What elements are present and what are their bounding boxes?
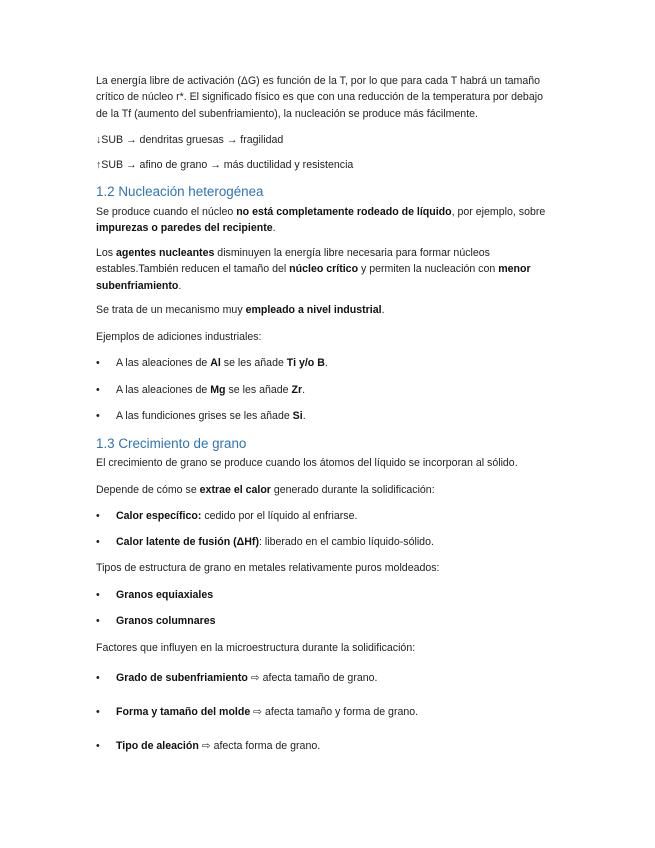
bullet-icon: • bbox=[96, 510, 100, 522]
text-run: . bbox=[178, 279, 182, 292]
text-run: . bbox=[272, 222, 276, 235]
text-run: generado durante la solidificación: bbox=[270, 484, 435, 496]
text-run: , por ejemplo, sobre bbox=[451, 206, 546, 218]
list-item bbox=[96, 382, 566, 398]
bold-run: agentes nucleantes bbox=[116, 247, 215, 259]
section12-paragraph-3 bbox=[96, 302, 566, 318]
intro-line-2: crítico de núcleo r*. El significado físico es que con una reducción de la temperatura por debajo bbox=[96, 91, 543, 104]
text-run: Se produce cuando el núcleo bbox=[96, 206, 237, 218]
text-run: estables.También reducen el tamaño del bbox=[96, 263, 290, 276]
sub-down-line: ↓SUB → dendritas gruesas → fragilidad bbox=[96, 134, 284, 146]
text-run: . bbox=[381, 304, 385, 316]
section12-paragraph-4: Ejemplos de adiciones industriales: bbox=[96, 331, 262, 343]
bold-run: Granos columnares bbox=[116, 615, 216, 627]
list-item bbox=[96, 613, 566, 629]
bullet-icon: • bbox=[96, 706, 100, 718]
bold-run: subenfriamiento bbox=[96, 279, 179, 292]
bold-run: núcleo crítico bbox=[289, 263, 359, 276]
bold-run: Ti y/o B bbox=[286, 357, 325, 369]
text-run: se les añade bbox=[225, 384, 292, 396]
bullet-icon: • bbox=[96, 357, 100, 369]
section13-paragraph-4: Factores que influyen en la microestructura durante la solidificación: bbox=[96, 642, 416, 654]
intro-line-3: de la Tf (aumento del subenfriamiento), la nucleación se produce más fácilmente. bbox=[96, 107, 478, 120]
list-item bbox=[96, 355, 566, 371]
list-item bbox=[96, 738, 566, 754]
bullet-icon: • bbox=[96, 410, 100, 422]
list-item bbox=[96, 670, 566, 686]
list-item bbox=[96, 587, 566, 603]
bullet-icon: • bbox=[96, 672, 100, 684]
list-item bbox=[96, 508, 566, 524]
bold-run: Calor específico: bbox=[116, 510, 202, 522]
bold-run: Forma y tamaño del molde bbox=[116, 706, 251, 718]
text-run: A las aleaciones de bbox=[116, 384, 211, 396]
intro-paragraph bbox=[96, 73, 566, 122]
bold-run: Granos equiaxiales bbox=[116, 589, 214, 601]
section13-paragraph-3: Tipos de estructura de grano en metales relativamente puros moldeados: bbox=[96, 562, 440, 574]
sub-up-line: ↑SUB → afino de grano → más ductilidad y resistencia bbox=[96, 159, 354, 171]
bold-run: extrae el calor bbox=[199, 484, 271, 496]
bold-run: Mg bbox=[210, 384, 226, 396]
bullet-icon: • bbox=[96, 384, 100, 396]
section13-paragraph-2 bbox=[96, 482, 566, 498]
intro-line-1: La energía libre de activación (ΔG) es función de la T, por lo que para cada T habrá un tamaño bbox=[96, 75, 541, 87]
bullet-icon: • bbox=[96, 536, 100, 548]
text-run: A las fundiciones grises se les añade bbox=[116, 410, 293, 422]
text-run: Depende de cómo se bbox=[96, 484, 200, 496]
list-item bbox=[96, 704, 566, 720]
bold-run: empleado a nivel industrial bbox=[245, 304, 382, 316]
bullet-icon: • bbox=[96, 740, 100, 752]
section13-paragraph-1: El crecimiento de grano se produce cuando los átomos del líquido se incorporan al sólido. bbox=[96, 457, 518, 469]
text-run: . bbox=[302, 384, 306, 396]
section-heading-crecimiento-de-grano: 1.3 Crecimiento de grano bbox=[96, 436, 247, 451]
section-heading-nucleacion-heterogenea: 1.2 Nucleación heterogénea bbox=[96, 184, 264, 199]
list-item bbox=[96, 408, 566, 424]
section12-paragraph-1 bbox=[96, 204, 566, 237]
bold-run: menor bbox=[498, 263, 531, 276]
bold-run: impurezas o paredes del recipiente bbox=[96, 222, 273, 235]
text-run: disminuyen la energía libre necesaria para formar núcleos bbox=[214, 247, 490, 259]
bold-run: Grado de subenfriamiento bbox=[116, 672, 248, 684]
bold-run: Si bbox=[292, 410, 303, 422]
text-run: ⇨ afecta tamaño y forma de grano. bbox=[250, 706, 419, 718]
text-run: se les añade bbox=[220, 357, 287, 369]
text-run: cedido por el líquido al enfriarse. bbox=[201, 510, 358, 522]
text-run: Los bbox=[96, 247, 117, 259]
text-run: ⇨ afecta forma de grano. bbox=[198, 740, 321, 752]
text-run: . bbox=[324, 357, 328, 369]
text-run: : liberado en el cambio líquido-sólido. bbox=[259, 536, 434, 548]
text-run: A las aleaciones de bbox=[116, 357, 211, 369]
bold-run: Al bbox=[210, 357, 221, 369]
bold-run: no está completamente rodeado de líquido bbox=[236, 206, 452, 218]
text-run: Se trata de un mecanismo muy bbox=[96, 304, 246, 316]
bullet-icon: • bbox=[96, 589, 100, 601]
list-item bbox=[96, 534, 566, 550]
text-run: . bbox=[302, 410, 306, 422]
text-run: y permiten la nucleación con bbox=[358, 263, 499, 276]
bold-run: Zr bbox=[291, 384, 303, 396]
section12-paragraph-2 bbox=[96, 245, 566, 294]
bold-run: Calor latente de fusión (ΔHf) bbox=[116, 536, 259, 548]
text-run: ⇨ afecta tamaño de grano. bbox=[247, 672, 378, 684]
bullet-icon: • bbox=[96, 615, 100, 627]
bold-run: Tipo de aleación bbox=[116, 740, 199, 752]
